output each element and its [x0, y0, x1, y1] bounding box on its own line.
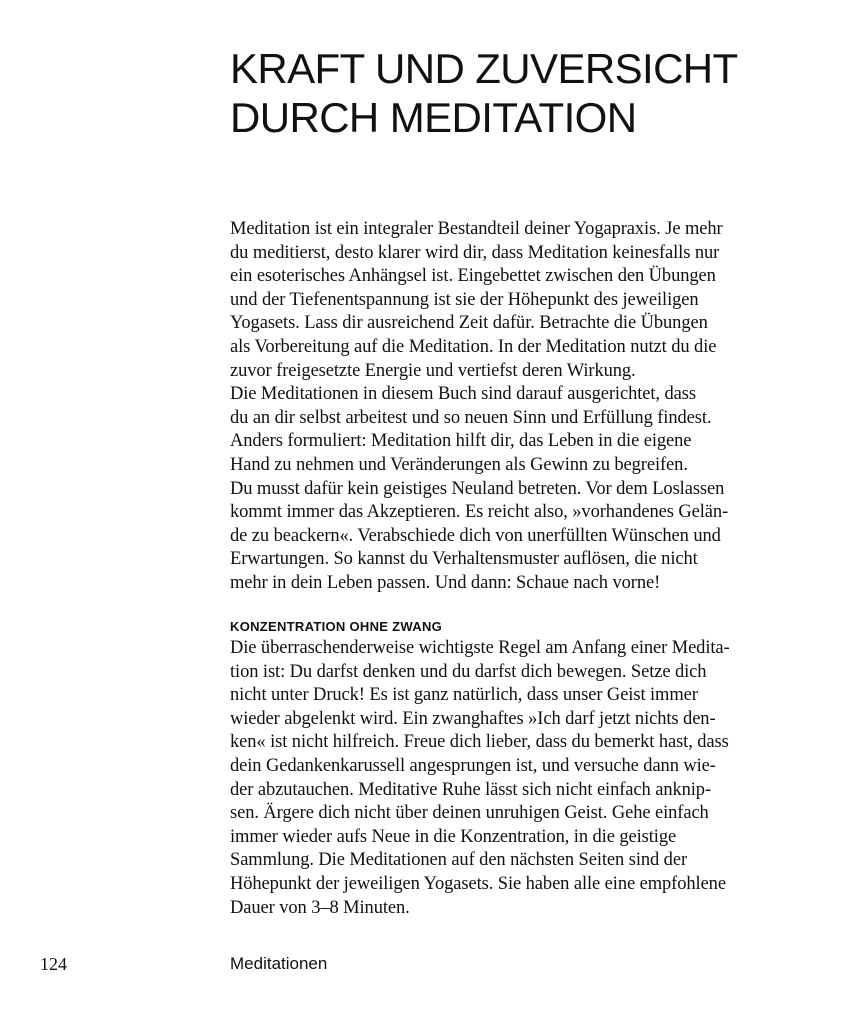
- intro-paragraph: [230, 218, 820, 596]
- text-line: du an dir selbst arbeitest und so neuen Sinn und Erfüllung findest.: [230, 407, 712, 428]
- text-line: sen. Ärgere dich nicht über deinen unruhigen Geist. Gehe einfach: [230, 803, 709, 824]
- text-line: Meditation ist ein integraler Bestandteil deiner Yogapraxis. Je mehr: [230, 219, 723, 239]
- running-footer: Meditationen: [230, 954, 328, 973]
- text-line: Du musst dafür kein geistiges Neuland betreten. Vor dem Loslassen: [230, 478, 725, 499]
- text-line: Anders formuliert: Meditation hilft dir, das Leben in die eigene: [230, 431, 692, 452]
- text-line: Erwartungen. So kannst du Verhaltensmuster auflösen, die nicht: [230, 549, 698, 570]
- text-line: kommt immer das Akzeptieren. Es reicht also, »vorhandenes Gelän-: [230, 502, 729, 523]
- section-heading: KONZENTRATION OHNE ZWANG: [230, 619, 443, 634]
- text-line: Die Meditationen in diesem Buch sind darauf ausgerichtet, dass: [230, 384, 696, 405]
- text-line: und der Tiefenentspannung ist sie der Höhepunkt des jeweiligen: [230, 289, 699, 310]
- text-line: du meditierst, desto klarer wird dir, dass Meditation keinesfalls nur: [230, 242, 720, 263]
- text-line: Dauer von 3–8 Minuten.: [230, 897, 410, 918]
- page-title: [230, 44, 820, 142]
- text-line: Höhepunkt der jeweiligen Yogasets. Sie haben alle eine empfohlene: [230, 873, 726, 894]
- text-line: Yogasets. Lass dir ausreichend Zeit dafür. Betrachte die Übungen: [230, 313, 708, 334]
- text-line: immer wieder aufs Neue in die Konzentration, in die geistige: [230, 826, 677, 847]
- text-line: wieder abgelenkt wird. Ein zwanghaftes »Ich darf jetzt nichts den-: [230, 708, 716, 729]
- text-line: de zu beackern«. Verabschiede dich von unerfüllten Wünschen und: [230, 525, 721, 546]
- text-line: ken« ist nicht hilfreich. Freue dich lieber, dass du bemerkt hast, dass: [230, 732, 729, 753]
- text-line: tion ist: Du darfst denken und du darfst dich bewegen. Setze dich: [230, 661, 707, 682]
- text-line: Die überraschenderweise wichtigste Regel am Anfang einer Medita-: [230, 638, 730, 658]
- page-title-line: KRAFT UND ZUVERSICHT: [230, 45, 738, 92]
- page-number: 124: [40, 954, 67, 974]
- text-line: mehr in dein Leben passen. Und dann: Schaue nach vorne!: [230, 572, 661, 593]
- text-line: dein Gedankenkarussell angesprungen ist, und versuche dann wie-: [230, 755, 716, 776]
- text-line: der abzutauchen. Meditative Ruhe lässt sich nicht einfach anknip-: [230, 779, 712, 800]
- text-line: als Vorbereitung auf die Meditation. In der Meditation nutzt du die: [230, 336, 717, 357]
- text-line: nicht unter Druck! Es ist ganz natürlich, dass unser Geist immer: [230, 685, 698, 706]
- text-line: zuvor freigesetzte Energie und vertiefst deren Wirkung.: [230, 360, 636, 381]
- text-line: Hand zu nehmen und Veränderungen als Gewinn zu begreifen.: [230, 454, 688, 475]
- text-line: Sammlung. Die Meditationen auf den nächsten Seiten sind der: [230, 850, 688, 871]
- page-title-line: DURCH MEDITATION: [230, 94, 637, 141]
- text-line: ein esoterisches Anhängsel ist. Eingebettet zwischen den Übungen: [230, 266, 716, 287]
- section-paragraph: [230, 637, 820, 920]
